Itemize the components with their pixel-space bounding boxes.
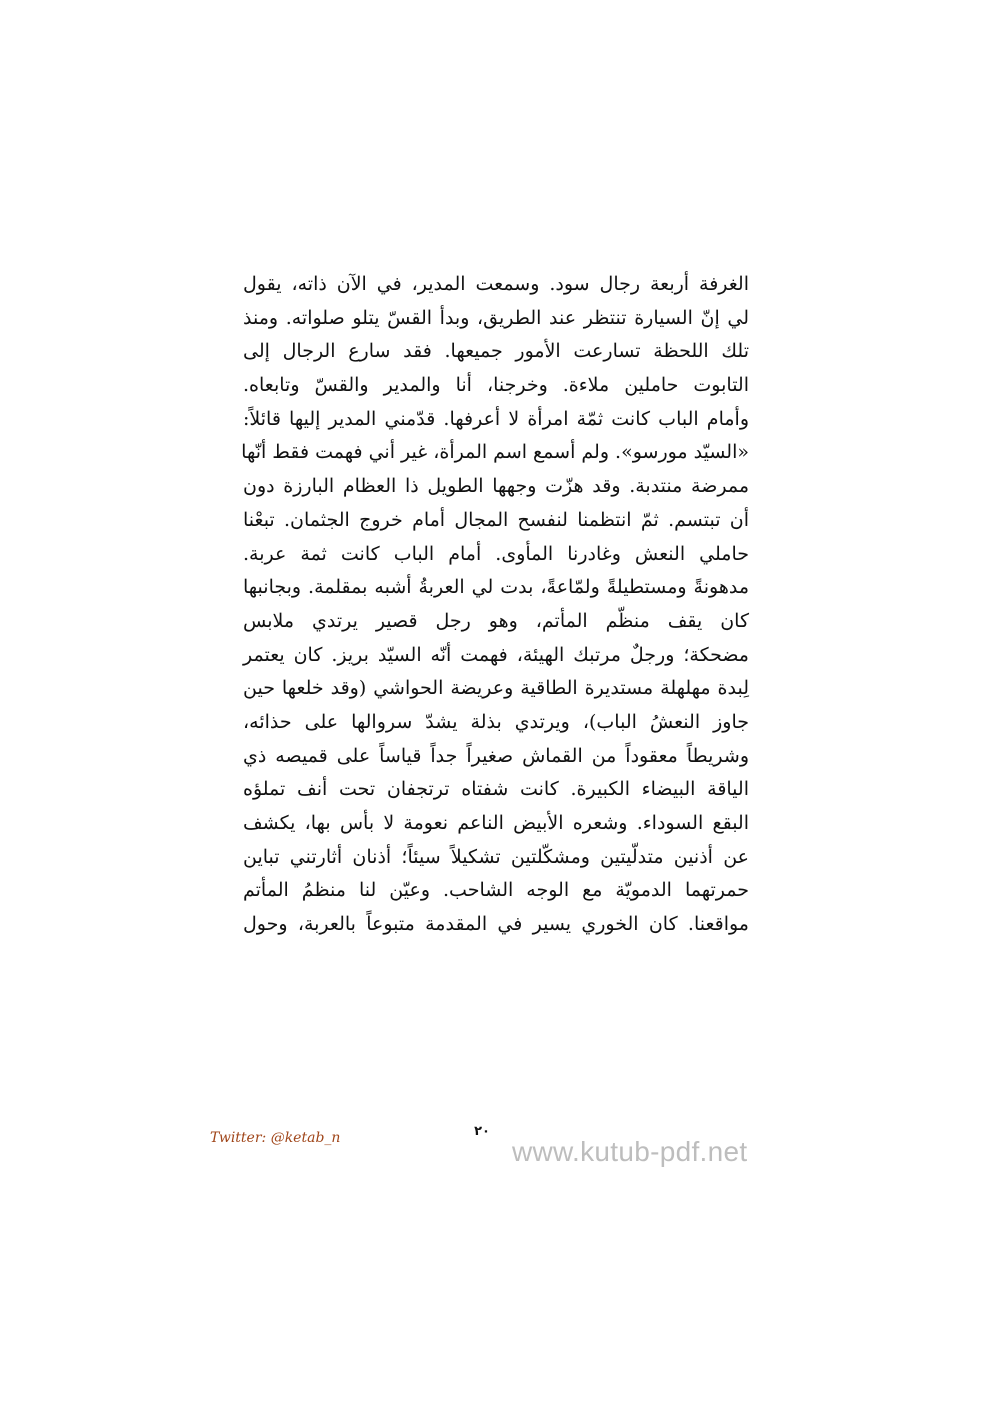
body-text (243, 268, 749, 942)
text-line: حمرتهما الدمويّة مع الوجه الشاحب. وعيّن لنا منظمُ المأتم (243, 879, 749, 902)
twitter-handle: Twitter: @ketab_n (210, 1130, 341, 1146)
text-line: الياقة البيضاء الكبيرة. كانت شفتاه ترتجفان تحت أنف تملؤه (243, 778, 749, 801)
text-line: أن تبتسم. ثمّ انتظمنا لنفسح المجال أمام خروج الجثمان. تبعْنا (243, 508, 749, 531)
text-line: تلك اللحظة تسارعت الأمور جميعها. فقد سارع الرجال إلى (243, 340, 749, 363)
text-line: مواقعنا. كان الخوري يسير في المقدمة متبوعاً بالعربة، وحول (243, 913, 749, 936)
text-line: وأمام الباب كانت ثمّة امرأة لا أعرفها. قدّمني المدير إليها قائلاً: (243, 407, 749, 430)
text-line: البقع السوداء. وشعره الأبيض الناعم نعومة لا بأس بها، يكشف (243, 812, 749, 834)
text-line: الغرفة أربعة رجال سود. وسمعت المدير، في الآن ذاته، يقول (243, 273, 749, 295)
page-number: ٢٠ (474, 1124, 490, 1139)
text-line: كان يقف منظّم المأتم، وهو رجل قصير يرتدي ملابس (243, 609, 749, 632)
text-line: لِبدة مهلهلة مستديرة الطاقية وعريضة الحواشي (وقد خلعها حين (243, 677, 749, 700)
text-line: جاوز النعشُ الباب)، ويرتدي بذلة يشدّ سروالها على حذائه، (243, 710, 749, 733)
text-line: مضحكة؛ ورجلٌ مرتبك الهيئة، فهمت أنّه السيّد بريز. كان يعتمر (243, 643, 749, 666)
text-line: لي إنّ السيارة تنتظر عند الطريق، وبدأ القسّ يتلو صلواته. ومنذ (243, 306, 749, 329)
text-line: ممرضة منتدبة. وقد هزّت وجهها الطويل ذا العظام البارزة دون (243, 475, 749, 498)
text-line: التابوت حاملين ملاءة. وخرجنا، أنا والمدير والقسّ وتابعاه. (243, 374, 749, 397)
text-line: وشريطاً معقوداً من القماش صغيراً جداً قياساً على قميصه ذي (243, 744, 749, 767)
text-line: حاملي النعش وغادرنا المأوى. أمام الباب كانت ثمة عربة. (243, 542, 749, 565)
text-line: عن أذنين متدلّيتين ومشكّلتين تشكيلاً سيئاً؛ أذنان أثارتني تباين (243, 845, 749, 868)
site-watermark: www.kutub-pdf.net (512, 1136, 748, 1167)
text-line: «السيّد مورسو». ولم أسمع اسم المرأة، غير أني فهمت فقط أنّها (241, 441, 749, 464)
text-line: مدهونةً ومستطيلةً ولمّاعةً، بدت لي العربةُ أشبه بمقلمة. وبجانبها (243, 576, 749, 599)
